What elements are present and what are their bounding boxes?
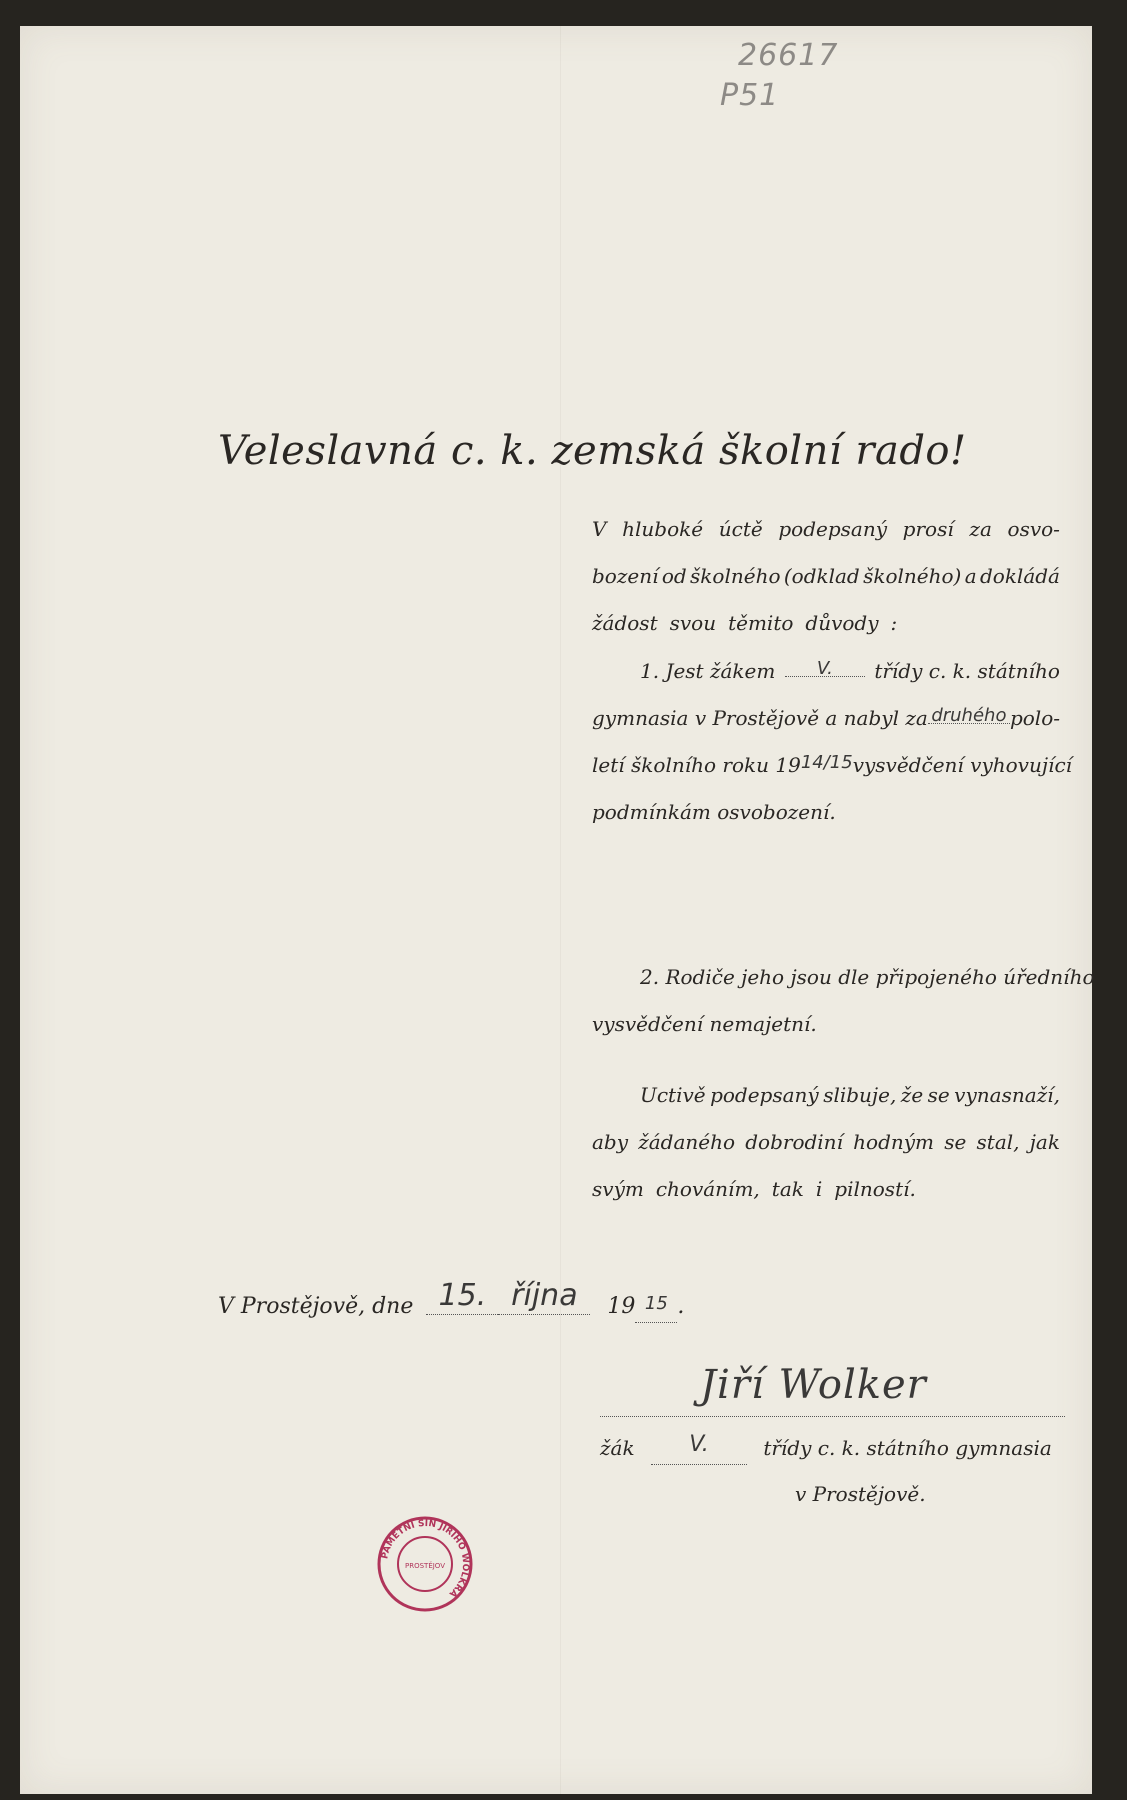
reason-1-line-3 [592,742,1073,789]
reason-1-text-c: gymnasia v Prostějově a nabyl za [592,706,928,730]
word: úctě [718,517,763,541]
word: důvody [805,611,879,635]
signature-line [600,1362,1065,1417]
word: žádost [592,611,658,635]
inventory-number: 26617 [738,38,839,73]
day-handwritten: 15. [438,1278,487,1313]
stamp-center-text: PROSTĚJOV [405,1562,445,1570]
date-suffix: . [677,1294,685,1319]
year-handwritten: 15 [644,1293,668,1314]
class-blank [785,648,865,677]
archive-stamp [370,1514,480,1614]
word: a [964,564,977,588]
reason-2-line-1 [592,954,1095,1001]
reason-2 [592,954,1095,1048]
reason-1-text-g: podmínkám osvobození. [592,800,836,824]
date-line [218,1278,685,1323]
word: školného) [863,564,962,588]
word: svou [669,611,717,635]
word: žádaného [638,1130,736,1154]
reason-2-text-b: vysvědčení nemajetní. [592,1012,817,1036]
word: těmito [728,611,794,635]
student-line [600,1432,1052,1465]
student-prefix: žák [600,1436,635,1460]
reason-1-line-4 [592,789,1060,836]
word: bození [592,564,659,588]
reason-1-line-2 [592,695,1060,742]
student-class-handwritten: V. [689,1432,709,1457]
stamp-ring-text: PAMĚTNÍ SÍŇ JIŘÍHO WOLKRA [380,1518,471,1599]
word: osvo- [1007,517,1060,541]
word: pilností. [834,1177,916,1201]
word: aby [592,1130,629,1154]
word: dobrodiní [745,1130,843,1154]
word: se [944,1130,967,1154]
word: podepsaný [778,517,888,541]
document-page [20,26,1095,1794]
reason-1-text-e: letí školního roku 19 [592,753,801,777]
word: svým [592,1177,644,1201]
word: V [592,517,607,541]
word: stal, [976,1130,1020,1154]
student-class-blank [651,1432,747,1465]
word: chováním, [655,1177,760,1201]
word: školného [690,564,781,588]
word: hodným [853,1130,935,1154]
place-line: v Prostějově. [795,1482,926,1506]
word: tak [771,1177,804,1201]
word: se [927,1083,950,1107]
intro-line-3 [592,600,1060,647]
semester-handwritten: druhého [931,705,1007,726]
word: vynasnaží, [954,1083,1060,1107]
pledge-paragraph [592,1072,1060,1213]
month-blank [498,1278,590,1315]
school-year-handwritten: 14/15 [800,752,853,773]
word: (odklad [783,564,860,588]
word: za [969,517,992,541]
word: hluboké [622,517,704,541]
intro-line-1 [592,506,1060,553]
month-handwritten: října [511,1278,578,1313]
date-prefix: V Prostějově, dne [218,1294,414,1319]
reason-1-text-a: 1. Jest žákem [640,659,776,683]
pledge-line-1 [592,1072,1060,1119]
folio-number: P51 [720,78,780,113]
signature: Jiří Wolker [700,1362,927,1408]
word: dokládá [979,564,1060,588]
paper-fold [560,26,561,1794]
class-handwritten: V. [816,658,833,679]
word: že [900,1083,924,1107]
reason-1-text-b: třídy c. k. státního [874,659,1060,683]
pledge-line-3 [592,1166,1060,1213]
word: podepsaný [710,1083,819,1107]
word: jak [1029,1130,1060,1154]
year-blank [635,1294,677,1323]
salutation: Veleslavná c. k. zemská školní rado! [218,428,967,474]
word: od [661,564,687,588]
intro-paragraph [592,506,1060,647]
reason-2-text-a: 2. Rodiče jeho jsou dle připojeného úředního [640,965,1095,989]
reason-1-line-1 [592,648,1060,695]
word: slibuje, [823,1083,897,1107]
reason-1-text-f: vysvědčení vyhovující [852,753,1073,777]
semester-blank [928,695,1010,724]
intro-line-2 [592,553,1060,600]
reason-2-line-2 [592,1001,1060,1048]
year-prefix: 19 [607,1294,636,1319]
word: : [890,611,898,635]
word: Uctivě [640,1083,706,1107]
student-suffix: třídy c. k. státního gymnasia [763,1436,1052,1460]
word: prosí [902,517,954,541]
reason-1-text-d: polo- [1009,706,1060,730]
day-blank [426,1278,498,1315]
word: i [815,1177,823,1201]
pledge-line-2 [592,1119,1060,1166]
reason-1 [592,648,1073,836]
